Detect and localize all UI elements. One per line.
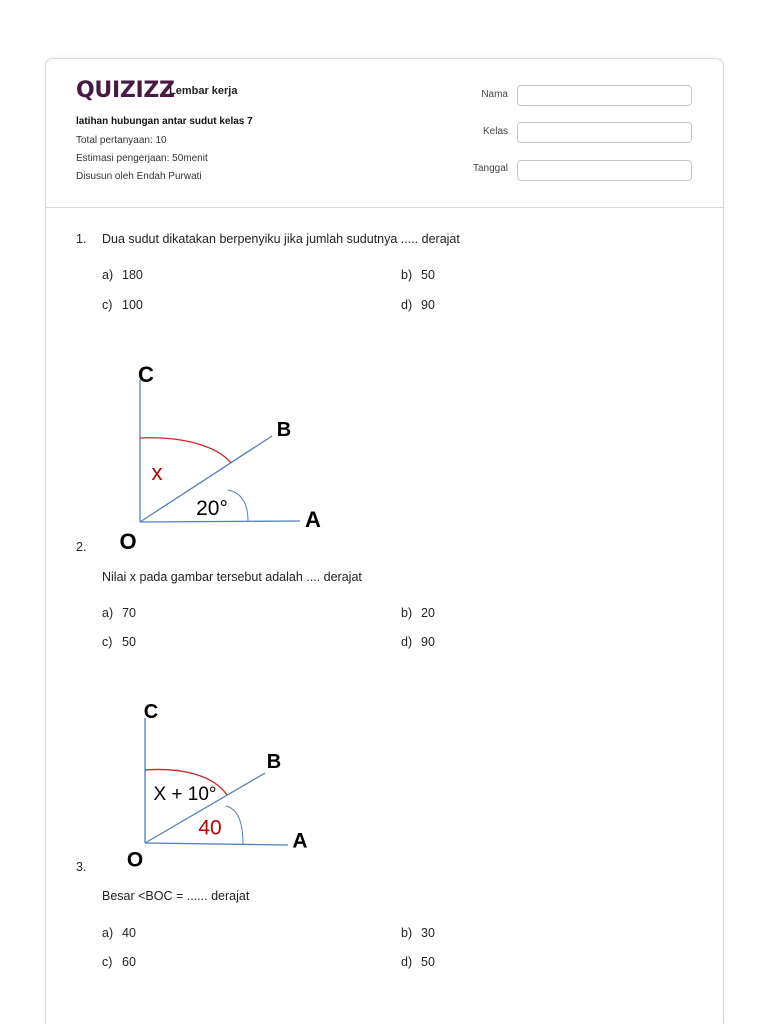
worksheet-title: latihan hubungan antar sudut kelas 7	[76, 116, 253, 127]
option-d-value: 50	[421, 955, 435, 969]
option-c-key: c)	[102, 635, 113, 649]
label-c: C	[143, 701, 159, 723]
angle-arc-aob	[226, 806, 243, 844]
option-c-value: 100	[122, 298, 143, 312]
angle-aob-label: 40	[198, 816, 222, 840]
option-a-value: 40	[122, 926, 136, 940]
option-d-key: d)	[401, 298, 413, 312]
option-a-value: 70	[122, 606, 136, 620]
option-a-key: a)	[102, 268, 114, 282]
angle-boc-label: x	[151, 460, 163, 485]
document-type: Lembar kerja	[169, 85, 238, 97]
header-divider	[46, 207, 723, 208]
option-b-value: 20	[421, 606, 435, 620]
ray-oa	[145, 843, 288, 845]
option-c-key: c)	[102, 298, 113, 312]
option-d-value: 90	[421, 298, 435, 312]
angle-aob-label: 20°	[196, 497, 228, 520]
option-b-key: b)	[401, 606, 413, 620]
question-text: Dua sudut dikatakan berpenyiku jika jumlah sudutnya ..... derajat	[102, 232, 460, 246]
option-a-key: a)	[102, 606, 114, 620]
name-label: Nama	[481, 89, 508, 100]
name-field[interactable]	[517, 85, 692, 106]
date-label: Tanggal	[472, 163, 508, 174]
angle-diagram	[115, 695, 330, 875]
question-number: 1.	[76, 232, 87, 246]
angle-diagram	[110, 355, 330, 555]
ray-oa	[140, 521, 300, 522]
option-b-key: b)	[401, 926, 413, 940]
label-b: B	[276, 419, 292, 441]
estimated-time: Estimasi pengerjaan: 50menit	[76, 153, 208, 164]
quizizz-logo: QUIZIZZ	[76, 78, 175, 103]
option-b-key: b)	[401, 268, 413, 282]
angle-boc-label: X + 10°	[153, 784, 217, 805]
date-field[interactable]	[517, 160, 692, 181]
question-number: 2.	[76, 540, 87, 554]
question-text: Nilai x pada gambar tersebut adalah .... derajat	[102, 570, 362, 584]
option-d-key: d)	[401, 635, 413, 649]
label-o: O	[126, 848, 144, 872]
angle-arc-aob	[228, 490, 248, 521]
option-a-value: 180	[122, 268, 143, 282]
label-b: B	[266, 751, 282, 773]
class-label: Kelas	[482, 126, 508, 137]
option-c-value: 50	[122, 635, 136, 649]
label-o: O	[119, 529, 137, 554]
label-a: A	[305, 507, 321, 532]
label-a: A	[292, 829, 308, 853]
option-d-key: d)	[401, 955, 413, 969]
option-c-value: 60	[122, 955, 136, 969]
option-a-key: a)	[102, 926, 114, 940]
option-d-value: 90	[421, 635, 435, 649]
question-text: Besar <BOC = ...... derajat	[102, 889, 250, 903]
question-number: 3.	[76, 860, 87, 874]
option-b-value: 30	[421, 926, 435, 940]
option-b-value: 50	[421, 268, 435, 282]
author: Disusun oleh Endah Purwati	[76, 171, 202, 182]
class-field[interactable]	[517, 122, 692, 143]
label-c: C	[138, 362, 154, 387]
option-c-key: c)	[102, 955, 113, 969]
total-questions: Total pertanyaan: 10	[76, 135, 167, 146]
